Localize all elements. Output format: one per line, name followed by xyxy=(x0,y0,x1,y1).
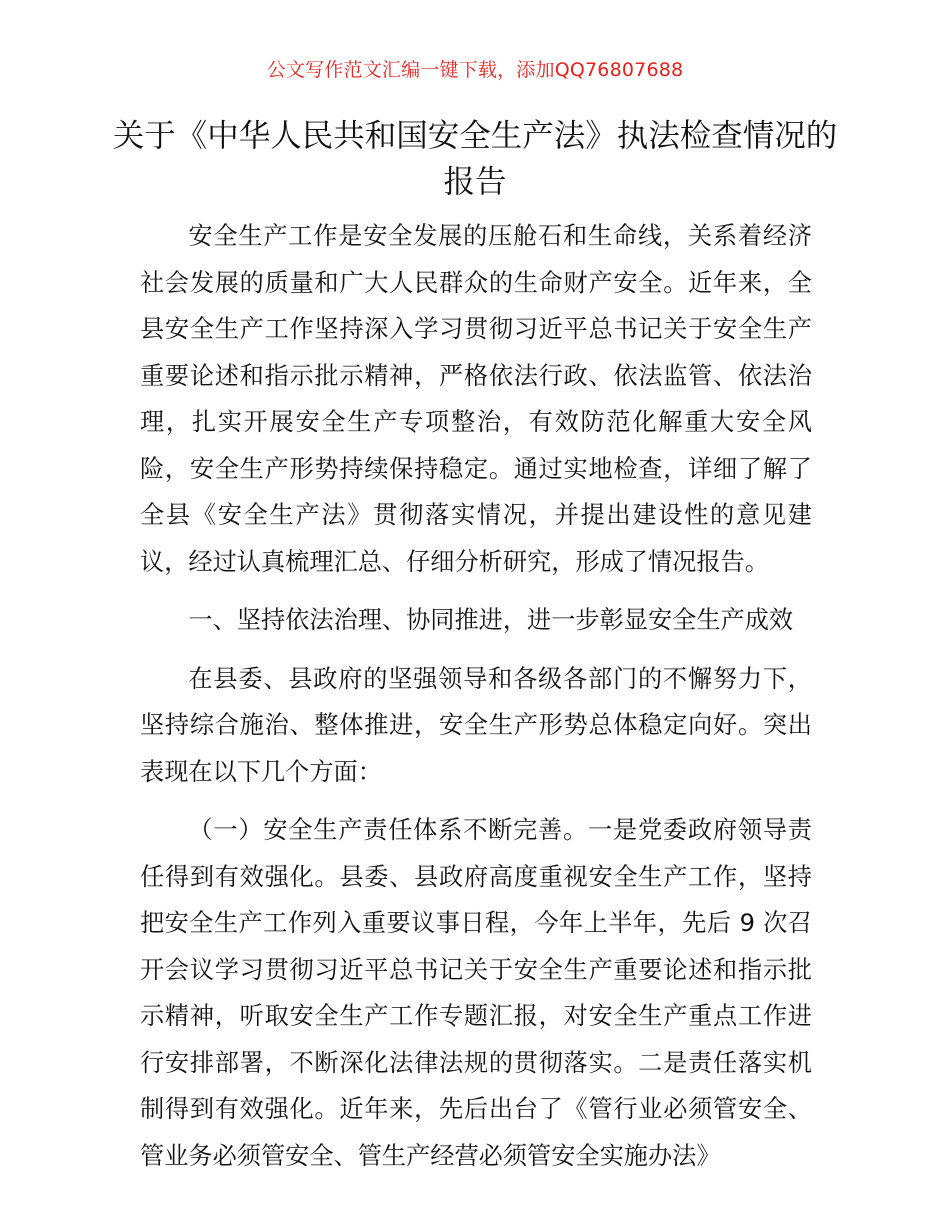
download-notice: 公文写作范文汇编一键下载，添加QQ76807688 xyxy=(266,59,684,81)
section-heading-1: 一、坚持依法治理、协同推进，进一步彰显安全生产成效 xyxy=(188,606,794,634)
intro-paragraph: 安全生产工作是安全发展的压舱石和生命线，关系着经济社会发展的质量和广大人民群众的生命财产安全。近年来，全县安全生产工作坚持深入学习贯彻习近平总书记关于安全生产重要论述和指示批示精神，严格依法行政、依法监管、依法治理，扎实开展安全生产专项整治，有效防范化解重大安全风险，安全生产形势持续保持稳定。通过实地检查，详细了解了全县《安全生产法》贯彻落实情况，并提出建设性的意见建议，经过认真梳理汇总、仔细分析研究，形成了情况报告。 xyxy=(140,222,812,576)
document-title: 关于《中华人民共和国安全生产法》执法检查情况的报告 xyxy=(112,118,838,200)
document-body xyxy=(140,213,812,1191)
subsection-1-paragraph: （一）安全生产责任体系不断完善。一是党委政府领导责任得到有效强化。县委、县政府高度重视安全生产工作，坚持把安全生产工作列入重要议事日程，今年上半年，先后 9 次召开会议学习贯彻习近平总书记关于安全生产重要论述和指示批示精神，听取安全生产工作专题汇报，对安全生产重点工作进行安排部署，不断深化法律法规的贯彻落实。二是责任落实机制得到有效强化。近年来，先后出台了《管行业必须管安全、管业务必须管安全、管生产经营必须管安全实施办法》 xyxy=(140,816,812,1170)
section-1-paragraph: 在县委、县政府的坚强领导和各级各部门的不懈努力下，坚持综合施治、整体推进，安全生产形势总体稳定向好。突出表现在以下几个方面： xyxy=(140,664,812,786)
